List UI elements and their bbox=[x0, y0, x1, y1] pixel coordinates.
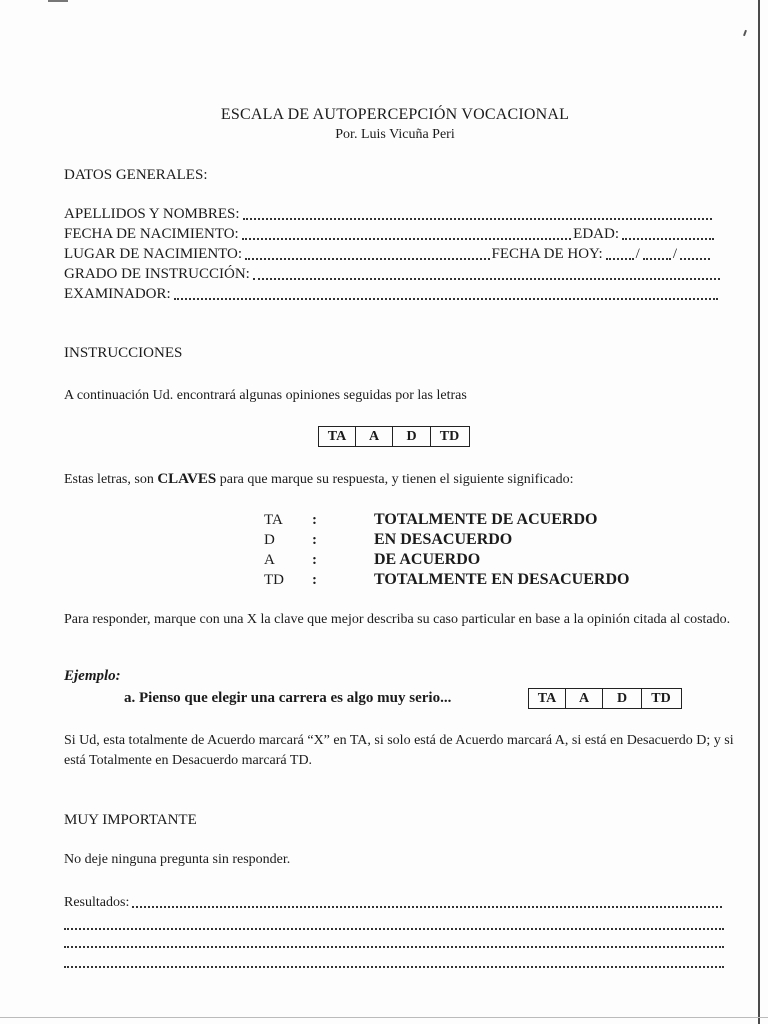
ejemplo-key-box[interactable] bbox=[528, 688, 682, 709]
key-box bbox=[318, 426, 470, 447]
date-separator: / bbox=[672, 246, 677, 262]
fill-line[interactable] bbox=[242, 238, 571, 240]
legend-row bbox=[264, 570, 629, 590]
key-legend bbox=[264, 510, 629, 590]
instrucciones-intro: A continuación Ud. encontrará algunas opiniones seguidas por las letras bbox=[64, 388, 467, 403]
edad-fill-line[interactable] bbox=[622, 238, 714, 240]
lugar-nacimiento-label: LUGAR DE NACIMIENTO: bbox=[64, 246, 243, 262]
legend-code: D bbox=[264, 531, 275, 548]
lugar-nacimiento-field[interactable] bbox=[64, 245, 712, 263]
grado-field[interactable] bbox=[64, 265, 722, 283]
examinador-field[interactable] bbox=[64, 285, 720, 303]
fill-line[interactable] bbox=[253, 278, 720, 280]
claves-paragraph bbox=[64, 469, 730, 490]
resultados-label: Resultados: bbox=[64, 895, 130, 910]
resultados-fill-line[interactable] bbox=[64, 966, 724, 968]
claves-text: para que marque su respuesta, y tienen el siguiente significado: bbox=[216, 472, 574, 487]
legend-colon: : bbox=[312, 551, 317, 568]
page-edge bbox=[758, 0, 760, 1024]
ejemplo-option-a[interactable]: A bbox=[566, 689, 603, 708]
fill-line[interactable] bbox=[243, 218, 712, 220]
apellidos-label: APELLIDOS Y NOMBRES: bbox=[64, 206, 240, 222]
ejemplo-option-d[interactable]: D bbox=[603, 689, 642, 708]
legend-meaning: DE ACUERDO bbox=[374, 551, 481, 568]
fill-line[interactable] bbox=[245, 258, 489, 260]
legend-row bbox=[264, 510, 629, 530]
legend-colon: : bbox=[312, 531, 317, 548]
responder-paragraph: Para responder, marque con una X la clave que mejor describa su caso particular en base a la opinión citada al costado. bbox=[64, 612, 731, 627]
ejemplo-option-ta[interactable]: TA bbox=[529, 689, 566, 708]
key-ta: TA bbox=[319, 427, 356, 446]
fecha-hoy-label: FECHA DE HOY: bbox=[491, 246, 603, 262]
claves-bold: CLAVES bbox=[157, 471, 217, 487]
fecha-hoy-year[interactable] bbox=[680, 258, 710, 260]
document-author: Por. Luis Vicuña Peri bbox=[335, 127, 455, 142]
legend-meaning: TOTALMENTE DE ACUERDO bbox=[374, 511, 598, 528]
page-edge bbox=[0, 1017, 768, 1018]
instrucciones-heading: INSTRUCCIONES bbox=[64, 345, 183, 361]
fill-line[interactable] bbox=[132, 906, 722, 908]
claves-text: Estas letras, son bbox=[64, 472, 158, 487]
legend-colon: : bbox=[312, 511, 317, 528]
ejemplo-statement: a. Pienso que elegir una carrera es algo muy serio... bbox=[124, 690, 452, 706]
legend-colon: : bbox=[312, 571, 317, 588]
legend-meaning: TOTALMENTE EN DESACUERDO bbox=[374, 571, 630, 588]
key-d: D bbox=[393, 427, 431, 446]
date-separator: / bbox=[635, 246, 640, 262]
legend-row bbox=[264, 530, 629, 550]
examinador-label: EXAMINADOR: bbox=[64, 286, 171, 302]
explicacion-paragraph: Si Ud, esta totalmente de Acuerdo marcará “X” en TA, si solo está de Acuerdo marcará A, si está en Desacuerdo D; y si está Totalmente en Desacuerdo marcará TD. bbox=[64, 733, 734, 768]
apellidos-field[interactable] bbox=[64, 205, 714, 223]
grado-label: GRADO DE INSTRUCCIÓN: bbox=[64, 266, 250, 282]
legend-code: A bbox=[264, 551, 275, 568]
key-a: A bbox=[356, 427, 393, 446]
fecha-nacimiento-label: FECHA DE NACIMIENTO: bbox=[64, 226, 239, 242]
legend-code: TA bbox=[264, 511, 283, 528]
ejemplo-option-td[interactable]: TD bbox=[651, 690, 671, 706]
fecha-nacimiento-field[interactable] bbox=[64, 225, 716, 243]
muy-importante-heading: MUY IMPORTANTE bbox=[64, 812, 197, 828]
ejemplo-label: Ejemplo: bbox=[64, 668, 121, 684]
resultados-field[interactable] bbox=[64, 893, 724, 911]
resultados-fill-line[interactable] bbox=[64, 946, 724, 948]
scan-mark bbox=[743, 30, 747, 36]
scan-mark bbox=[48, 0, 68, 2]
resultados-fill-line[interactable] bbox=[64, 928, 724, 930]
fill-line[interactable] bbox=[174, 298, 718, 300]
legend-code: TD bbox=[264, 571, 284, 588]
no-deje-text: No deje ninguna pregunta sin responder. bbox=[64, 852, 291, 867]
edad-label: EDAD: bbox=[573, 226, 619, 242]
legend-row bbox=[264, 550, 629, 570]
document-title: ESCALA DE AUTOPERCEPCIÓN VOCACIONAL bbox=[220, 106, 570, 123]
fecha-hoy-day[interactable] bbox=[606, 258, 634, 260]
fecha-hoy-month[interactable] bbox=[643, 258, 671, 260]
datos-generales-heading: DATOS GENERALES: bbox=[64, 167, 208, 183]
legend-meaning: EN DESACUERDO bbox=[374, 531, 513, 548]
key-td: TD bbox=[439, 428, 460, 444]
